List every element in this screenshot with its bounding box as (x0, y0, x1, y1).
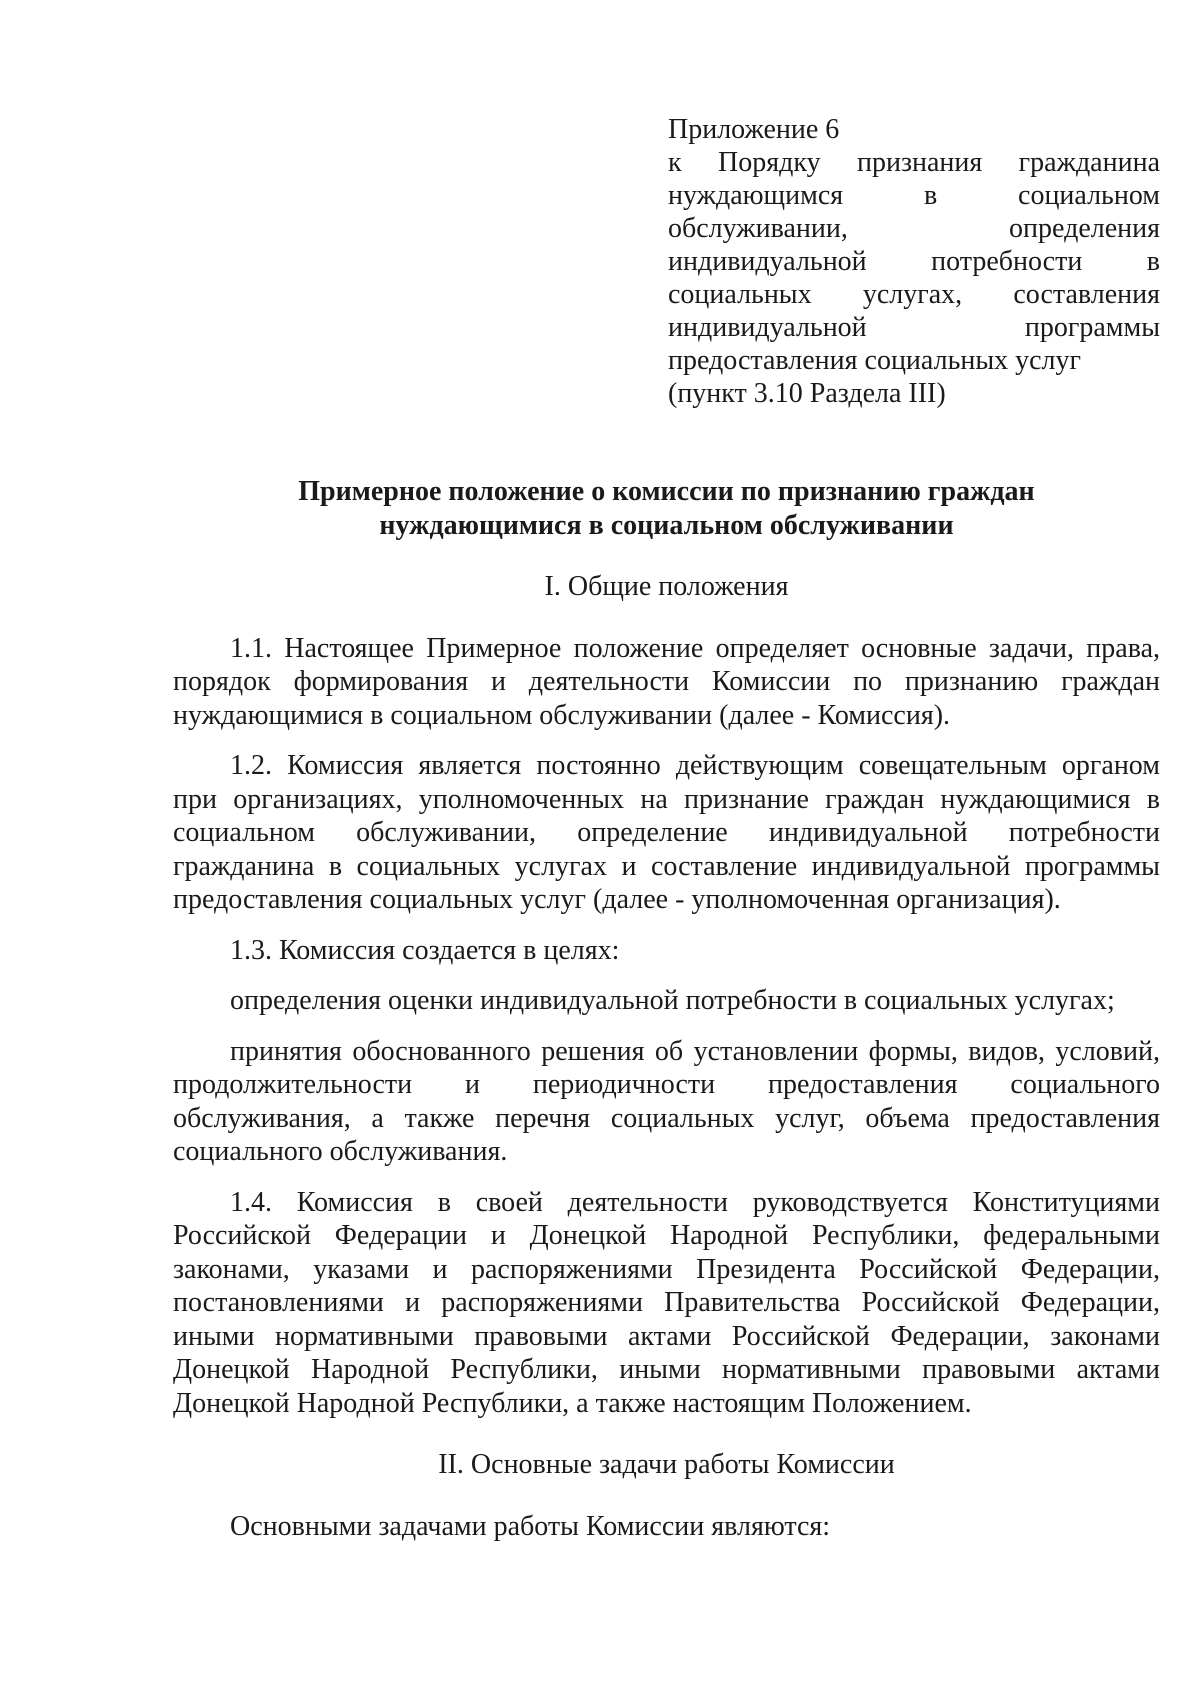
appendix-line-5: социальных услугах, составления (668, 279, 1160, 310)
appendix-line-4: индивидуальной потребности в (668, 246, 1160, 277)
appendix-title: Приложение 6 (668, 114, 840, 145)
appendix-line-6: индивидуальной программы (668, 312, 1160, 343)
paragraph-2-intro: Основными задачами работы Комиссии являются: (230, 1510, 831, 1542)
appendix-line-1: к Порядку признания гражданина (668, 147, 1160, 178)
paragraph-1-4: 1.4. Комиссия в своей деятельности руководствуется Конституциями Российской Федерации и Донецкой Народной Республики, федеральными законами, указами и распоряжениями Президента Российской Федерации, постановлениями и распоряжениями Правительства Российской Федерации, иными нормативными правовыми актами Российской Федерации, законами Донецкой Народной Республики, иными нормативными правовыми актами Донецкой Народной Республики, а также настоящим Положением. (173, 1186, 1160, 1419)
appendix-line-8: (пункт 3.10 Раздела III) (668, 378, 946, 409)
paragraph-1-1: 1.1. Настоящее Примерное положение определяет основные задачи, права, порядок формирования и деятельности Комиссии по признанию граждан нуждающимися в социальном обслуживании (далее - Комиссия). (173, 632, 1160, 731)
document-title (173, 475, 1160, 542)
appendix-line-7: предоставления социальных услуг (668, 345, 1082, 376)
document-title-line-1: Примерное положение о комиссии по признанию граждан (298, 476, 1035, 507)
appendix-block (668, 113, 1160, 410)
document-body (173, 475, 1160, 1560)
document-title-line-2: нуждающимися в социальном обслуживании (379, 509, 954, 541)
paragraph-1-3-item-b: принятия обоснованного решения об установлении формы, видов, условий, продолжительности и периодичности предоставления социального обслуживания, а также перечня социальных услуг, объема предоставления социального обслуживания. (173, 1035, 1160, 1167)
section-1-heading: I. Общие положения (544, 571, 789, 602)
paragraph-1-3-item-a: определения оценки индивидуальной потребности в социальных услугах; (230, 985, 1115, 1016)
section-2-heading: II. Основные задачи работы Комиссии (438, 1449, 895, 1480)
paragraph-1-3: 1.3. Комиссия создается в целях: (230, 934, 620, 966)
appendix-line-3: обслуживании, определения (668, 213, 1160, 244)
appendix-line-2: нуждающимся в социальном (668, 180, 1160, 211)
paragraph-1-2: 1.2. Комиссия является постоянно действующим совещательным органом при организациях, уполномоченных на признание граждан нуждающимися в социальном обслуживании, определение индивидуальной потребности гражданина в социальных услугах и составление индивидуальной программы предоставления социальных услуг (далее - уполномоченная организация). (173, 750, 1160, 915)
